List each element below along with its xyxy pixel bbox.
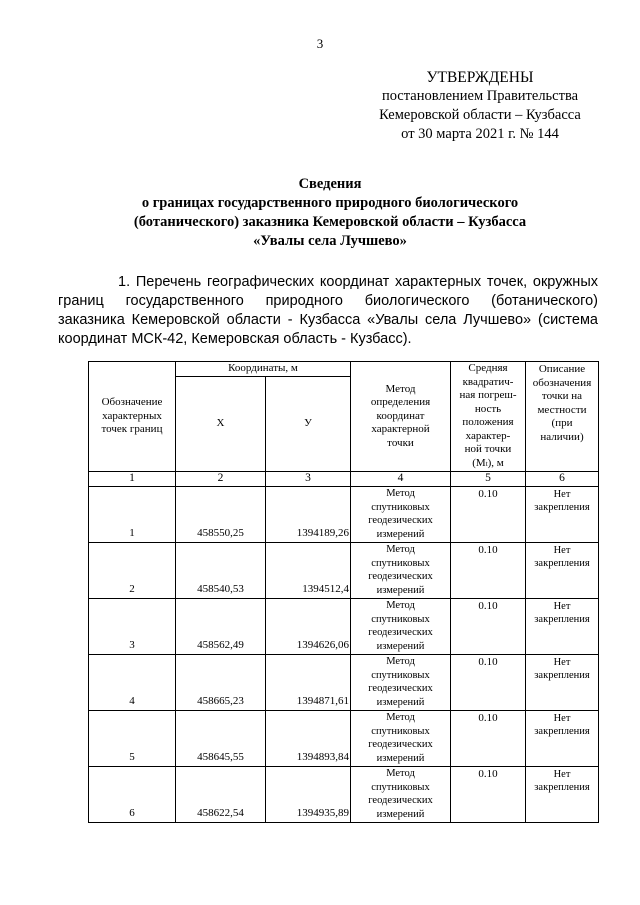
paragraph-line: заказника Кемеровской области - Кузбасса «Увалы села Лучшево» (система <box>58 312 598 328</box>
cell-point: 6 <box>89 766 176 822</box>
cell-x: 458550,25 <box>176 486 266 542</box>
header-y: У <box>266 377 351 472</box>
cell-point: 4 <box>89 654 176 710</box>
table-row <box>89 486 599 542</box>
column-numbers-row: 1 2 3 4 5 6 <box>89 472 599 487</box>
cell-description: Нет закрепления <box>526 542 599 598</box>
header-coordinates: Координаты, м <box>176 362 351 377</box>
approval-line: Кемеровской области – Кузбасса <box>379 107 581 123</box>
paragraph-line: 1. Перечень географических координат характерных точек, окружных <box>118 274 598 290</box>
cell-x: 458540,53 <box>176 542 266 598</box>
page-number: 3 <box>316 36 324 51</box>
cell-method: Метод спутниковых геодезических измерений <box>351 542 451 598</box>
approval-line: от 30 марта 2021 г. № 144 <box>401 126 559 142</box>
cell-x: 458645,55 <box>176 710 266 766</box>
cell-description: Нет закрепления <box>526 598 599 654</box>
cell-x: 458665,23 <box>176 654 266 710</box>
cell-description: Нет закрепления <box>526 486 599 542</box>
cell-x: 458622,54 <box>176 766 266 822</box>
cell-method: Метод спутниковых геодезических измерений <box>351 598 451 654</box>
cell-description: Нет закрепления <box>526 766 599 822</box>
cell-error: 0.10 <box>451 766 526 822</box>
cell-method: Метод спутниковых геодезических измерений <box>351 486 451 542</box>
cell-x: 458562,49 <box>176 598 266 654</box>
cell-method: Метод спутниковых геодезических измерений <box>351 766 451 822</box>
document-title <box>60 175 600 251</box>
approval-line: УТВЕРЖДЕНЫ <box>426 69 534 86</box>
table-row <box>89 542 599 598</box>
table-row <box>89 654 599 710</box>
approval-line: постановлением Правительства <box>381 88 579 104</box>
cell-description: Нет закрепления <box>526 654 599 710</box>
cell-y: 1394512,4 <box>266 542 351 598</box>
header-x: X <box>176 377 266 472</box>
cell-point: 2 <box>89 542 176 598</box>
paragraph-line: координат МСК-42, Кемеровская область - Кузбасс). <box>58 331 412 347</box>
title-line: «Увалы села Лучшево» <box>253 233 407 249</box>
table-row <box>89 710 599 766</box>
header-point: Обозначение характерных точек границ <box>89 362 176 472</box>
table-row <box>89 766 599 822</box>
intro-paragraph <box>58 273 598 349</box>
title-line: Сведения <box>298 176 362 192</box>
cell-method: Метод спутниковых геодезических измерений <box>351 654 451 710</box>
cell-error: 0.10 <box>451 486 526 542</box>
paragraph-line: границ государственного природного биологического (ботанического) <box>58 293 598 309</box>
cell-y: 1394893,84 <box>266 710 351 766</box>
cell-error: 0.10 <box>451 542 526 598</box>
approval-block <box>360 68 600 144</box>
table-header-row <box>89 362 599 377</box>
title-line: о границах государственного природного биологического <box>141 195 519 211</box>
header-method: Метод определения координат характерной точки <box>351 362 451 472</box>
title-line: (ботанического) заказника Кемеровской области – Кузбасса <box>133 214 527 230</box>
cell-description: Нет закрепления <box>526 710 599 766</box>
cell-y: 1394626,06 <box>266 598 351 654</box>
cell-y: 1394189,26 <box>266 486 351 542</box>
cell-method: Метод спутниковых геодезических измерений <box>351 710 451 766</box>
cell-point: 5 <box>89 710 176 766</box>
cell-error: 0.10 <box>451 710 526 766</box>
table-row <box>89 598 599 654</box>
cell-error: 0.10 <box>451 598 526 654</box>
cell-point: 3 <box>89 598 176 654</box>
cell-point: 1 <box>89 486 176 542</box>
header-error: Средняя квадратич- ная погреш- ность положения характер- ной точки (Mt), м <box>451 362 526 472</box>
header-description: Описание обозначения точки на местности (при наличии) <box>526 362 599 472</box>
cell-y: 1394871,61 <box>266 654 351 710</box>
coordinates-table <box>88 361 599 823</box>
cell-error: 0.10 <box>451 654 526 710</box>
cell-y: 1394935,89 <box>266 766 351 822</box>
